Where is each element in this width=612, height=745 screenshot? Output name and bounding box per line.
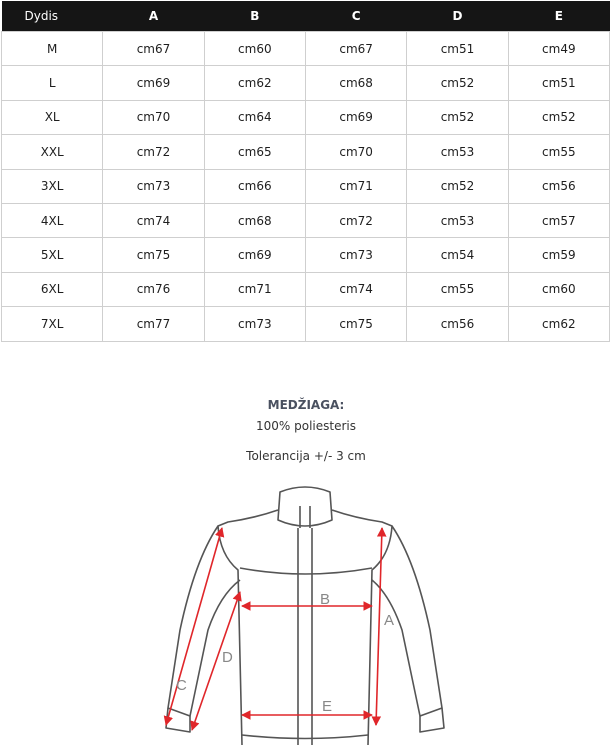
measure-cell: cm62 [204, 66, 305, 100]
measure-cell: cm68 [204, 203, 305, 237]
header-size: Dydis [2, 1, 103, 32]
arrow-a [376, 528, 382, 725]
measure-cell: cm62 [508, 307, 609, 341]
measure-cell: cm54 [407, 238, 508, 272]
measure-cell: cm67 [305, 32, 406, 66]
table-row [2, 307, 610, 341]
measure-cell: cm52 [508, 100, 609, 134]
size-cell: 6XL [2, 272, 103, 306]
measure-cell: cm55 [407, 272, 508, 306]
measure-cell: cm59 [508, 238, 609, 272]
size-cell: XXL [2, 135, 103, 169]
size-cell: M [2, 32, 103, 66]
measure-cell: cm69 [204, 238, 305, 272]
material-title: MEDŽIAGA: [267, 398, 345, 412]
label-e: E [322, 698, 333, 715]
measure-cell: cm65 [204, 135, 305, 169]
measurement-arrows [166, 528, 382, 730]
measure-cell: cm68 [305, 66, 406, 100]
measure-cell: cm52 [407, 100, 508, 134]
measure-cell: cm75 [305, 307, 406, 341]
measure-cell: cm74 [305, 272, 406, 306]
header-c: C [305, 1, 406, 32]
size-cell: XL [2, 100, 103, 134]
table-row [2, 135, 610, 169]
size-table [1, 1, 610, 342]
measure-cell: cm72 [305, 203, 406, 237]
measure-cell: cm53 [407, 203, 508, 237]
label-b: B [320, 591, 331, 608]
measure-cell: cm56 [508, 169, 609, 203]
measure-cell: cm53 [407, 135, 508, 169]
table-row [2, 32, 610, 66]
label-c: C [176, 677, 187, 694]
table-body [2, 32, 610, 342]
tolerance-text: Tolerancija +/- 3 cm [246, 449, 366, 463]
measure-cell: cm56 [407, 307, 508, 341]
table-row [2, 66, 610, 100]
measure-cell: cm52 [407, 169, 508, 203]
measure-cell: cm75 [103, 238, 204, 272]
measure-cell: cm74 [103, 203, 204, 237]
measure-cell: cm64 [204, 100, 305, 134]
size-cell: 7XL [2, 307, 103, 341]
measure-cell: cm69 [103, 66, 204, 100]
measure-cell: cm70 [103, 100, 204, 134]
table-header-row [2, 1, 610, 32]
measure-cell: cm72 [103, 135, 204, 169]
label-a: A [384, 612, 395, 629]
jacket-measurement-diagram [160, 480, 450, 745]
measure-cell: cm51 [508, 66, 609, 100]
table-row [2, 272, 610, 306]
jacket-outline [166, 487, 444, 745]
size-cell: 3XL [2, 169, 103, 203]
header-e: E [508, 1, 609, 32]
measure-cell: cm67 [103, 32, 204, 66]
measure-cell: cm57 [508, 203, 609, 237]
measure-cell: cm51 [407, 32, 508, 66]
measure-cell: cm55 [508, 135, 609, 169]
size-cell: L [2, 66, 103, 100]
size-cell: 5XL [2, 238, 103, 272]
size-cell: 4XL [2, 203, 103, 237]
measure-cell: cm70 [305, 135, 406, 169]
measure-cell: cm71 [305, 169, 406, 203]
header-d: D [407, 1, 508, 32]
measurement-labels [176, 591, 394, 715]
measure-cell: cm73 [204, 307, 305, 341]
measure-cell: cm73 [103, 169, 204, 203]
material-value: 100% poliesteris [256, 419, 356, 433]
measure-cell: cm66 [204, 169, 305, 203]
measure-cell: cm69 [305, 100, 406, 134]
header-a: A [103, 1, 204, 32]
table-row [2, 100, 610, 134]
measure-cell: cm73 [305, 238, 406, 272]
header-b: B [204, 1, 305, 32]
label-d: D [222, 649, 233, 666]
measure-cell: cm71 [204, 272, 305, 306]
table-row [2, 169, 610, 203]
table-row [2, 203, 610, 237]
table-row [2, 238, 610, 272]
measure-cell: cm76 [103, 272, 204, 306]
measure-cell: cm52 [407, 66, 508, 100]
measure-cell: cm49 [508, 32, 609, 66]
measure-cell: cm77 [103, 307, 204, 341]
measure-cell: cm60 [508, 272, 609, 306]
measure-cell: cm60 [204, 32, 305, 66]
